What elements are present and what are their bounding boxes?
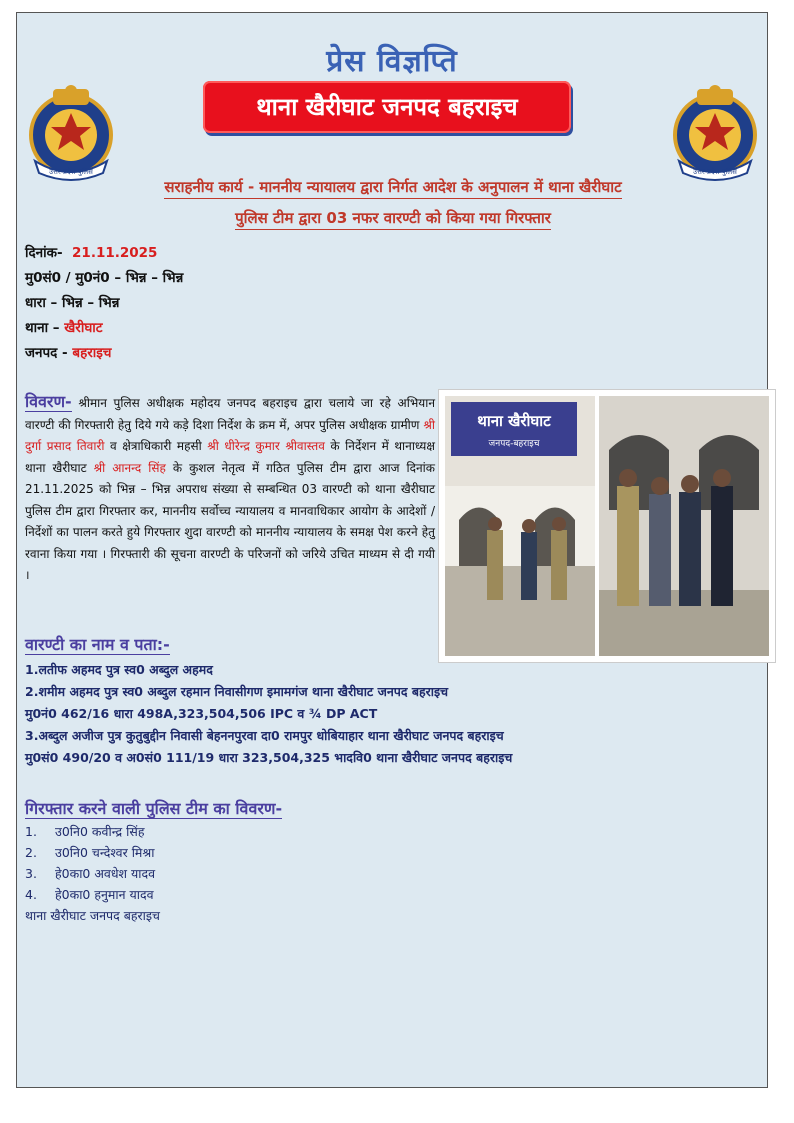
thana-row: थाना – खैरीघाट — [25, 320, 103, 336]
janpad-value: बहराइच — [72, 345, 112, 361]
warrantee-line: 1.लतीफ अहमद पुत्र स्व0 अब्दुल अहमद — [25, 662, 213, 677]
warrantee-line: मु0सं0 490/20 व अ0सं0 111/19 धारा 323,504,325 भादवि0 थाना खैरीघाट जनपद बहराइच — [25, 750, 513, 765]
date-value: 21.11.2025 — [72, 245, 158, 261]
date-row: दिनांक- 21.11.2025 — [25, 245, 158, 261]
up-police-emblem-left — [25, 83, 117, 183]
warrantee-line: मु0नं0 462/16 धारा 498A,323,504,506 IPC व ¾ DP ACT — [25, 706, 378, 721]
warrantee-heading: वारण्टी का नाम व पता:- — [25, 635, 170, 654]
officer-name-2: श्री धीरेन्द्र कुमार श्रीवास्तव — [207, 439, 325, 453]
press-release-title: प्रेस विज्ञप्ति — [326, 44, 458, 79]
warrantee-line: 2.शमीम अहमद पुत्र स्व0 अब्दुल रहमान निवासीगण इमामगंज थाना खैरीघाट जनपद बहराइच — [25, 684, 449, 699]
station-banner: थाना खैरीघाट जनपद बहराइच — [203, 81, 571, 133]
team-heading: गिरफ्तार करने वाली पुलिस टीम का विवरण- — [25, 799, 283, 818]
svg-text:उत्तर प्रदेश पुलिस: उत्तर प्रदेश पुलिस — [693, 168, 737, 176]
sign-subtitle: जनपद-बहराइच — [488, 439, 540, 449]
details-heading: विवरण- — [25, 392, 72, 411]
sign-title: थाना खैरीघाट — [477, 412, 551, 430]
warrantee-list — [25, 659, 512, 769]
team-member: 1. उ0नि0 कवीन्द्र सिंह — [25, 824, 145, 839]
case-number-row: मु0सं0 / मु0नं0 – भिन्न – भिन्न — [25, 270, 184, 286]
arrest-photo-illustration — [439, 390, 775, 662]
team-list — [25, 821, 160, 926]
team-footer: थाना खैरीघाट जनपद बहराइच — [25, 908, 160, 923]
janpad-row: जनपद - बहराइच — [25, 345, 112, 361]
arrest-photo — [438, 389, 776, 663]
warrantee-line: 3.अब्दुल अजीज पुत्र कुतुबुद्दीन निवासी बेहननपुरवा दा0 रामपुर धोबियाहार थाना खैरीघाट जनपद बहराइच — [25, 728, 504, 743]
svg-text:उत्तर प्रदेश पुलिस: उत्तर प्रदेश पुलिस — [49, 168, 93, 176]
press-release-page — [16, 12, 768, 1088]
team-member: 4. हे0का0 हनुमान यादव — [25, 887, 154, 902]
section-row: धारा – भिन्न – भिन्न — [25, 295, 120, 311]
team-member: 3. हे0का0 अवधेश यादव — [25, 866, 156, 881]
case-meta — [25, 241, 183, 366]
headline-line-1: सराहनीय कार्य - माननीय न्यायालय द्वारा निर्गत आदेश के अनुपालन में थाना खैरीघाट — [47, 177, 739, 197]
team-member: 2. उ0नि0 चन्देश्वर मिश्रा — [25, 845, 155, 860]
up-police-emblem-right — [669, 83, 761, 183]
details-paragraph: विवरण- श्रीमान पुलिस अधीक्षक महोदय जनपद बहराइच द्वारा चलाये जा रहे अभियान वारण्टी की गिरफ्तारी हेतु दिये गये कड़े दिशा निर्देश के क्रम में, अपर पुलिस अधीक्षक ग्रामीण श्री दुर्गा प्रसाद तिवारी व क्षेत्राधिकारी महसी श्री धीरेन्द्र कुमार श्रीवास्तव के निर्देशन में थानाध्यक्ष थाना खैरीघाट श्री आनन्द सिंह के कुशल नेतृत्व में गठित पुलिस टीम द्वारा आज दिनांक 21.11.2025 को भिन्न – भिन्न अपराध संख्या से सम्बन्धित 03 वारण्टी को थाना खैरीघाट पुलिस टीम द्वारा गिरफ्तार कर, माननीय सर्वोच्च न्यायालय व मानवाधिकार आयोग के आदेशों / निर्देशों का पालन करते हुये गिरफ्तार शुदा वारण्टी को माननीय न्यायालय के समक्ष पेश करने हेतु रवाना किया गया । गिरफ्तारी की सूचना वारण्टी के परिजनों को जरिये उचित माध्यम से दी गयी । — [25, 392, 436, 582]
headline-line-2: पुलिस टीम द्वारा 03 नफर वारण्टी को किया गया गिरफ्तार — [47, 208, 739, 228]
thana-value: खैरीघाट — [64, 320, 103, 336]
officer-name-3: श्री आनन्द सिंह — [93, 460, 166, 475]
officer-name-1: श्री दुर्गा प्रसाद तिवारी — [25, 417, 435, 453]
